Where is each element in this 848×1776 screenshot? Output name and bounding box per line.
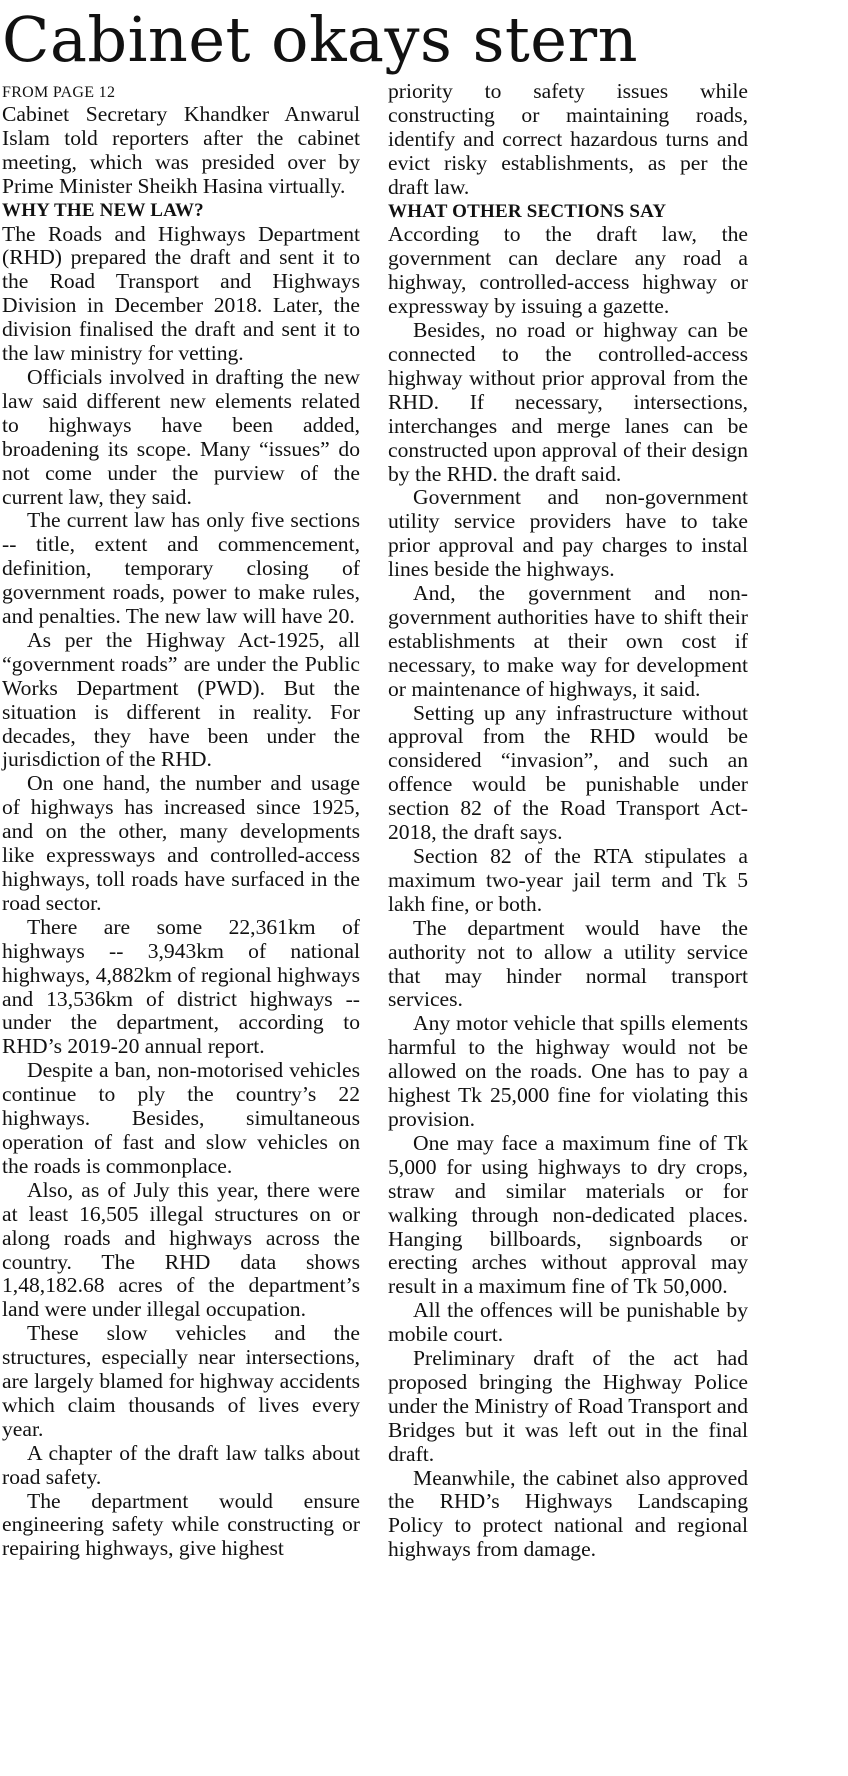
- article-paragraph: Also, as of July this year, there were at least 16,505 illegal structures on or along roads and highways across the country. The RHD data shows 1,48,182.68 acres of the department’s land were under illegal occupation.: [2, 1177, 360, 1322]
- article-paragraph: Despite a ban, non-motorised vehicles continue to ply the country’s 22 highways. Besides, simultaneous operation of fast and slow vehicles on the roads is commonplace.: [2, 1058, 360, 1178]
- article-column-left: [2, 82, 360, 1561]
- article-paragraph: And, the government and non-government authorities have to shift their establishments at their own cost if necessary, to make way for development or maintenance of highways, it said.: [388, 581, 748, 701]
- article-paragraph: Government and non-government utility service providers have to take prior approval and pay charges to instal lines beside the highways.: [388, 485, 748, 582]
- article-paragraph: There are some 22,361km of highways -- 3,943km of national highways, 4,882km of regional highways and 13,536km of district highways -- under the department, according to RHD’s 2019-20 annual report.: [2, 914, 360, 1059]
- article-paragraph: These slow vehicles and the structures, especially near intersections, are largely blamed for highway accidents which claim thousands of lives every year.: [2, 1321, 360, 1441]
- continuation-kicker: FROM PAGE 12: [2, 84, 116, 101]
- article-paragraph: Officials involved in drafting the new law said different new elements related to highways have been added, broadening its scope. Many “issues” do not come under the purview of the current law, they said.: [2, 364, 360, 509]
- article-paragraph: The department would have the authority not to allow a utility service that may hinder normal transport services.: [388, 915, 748, 1012]
- article-paragraph: Any motor vehicle that spills elements harmful to the highway would not be allowed on the roads. One has to pay a highest Tk 25,000 fine for violating this provision.: [388, 1011, 748, 1131]
- article-paragraph: One may face a maximum fine of Tk 5,000 for using highways to dry crops, straw and similar materials or for walking through non-dedicated places. Hanging billboards, signboards or erecting arches without approval may result in a maximum fine of Tk 50,000.: [388, 1130, 748, 1299]
- article-paragraph: The current law has only five sections -- title, extent and commencement, definition, temporary closing of government roads, power to make rules, and penalties. The new law will have 20.: [2, 508, 360, 629]
- section-subhead-other-sections: WHAT OTHER SECTIONS SAY: [388, 200, 667, 222]
- article-paragraph: All the offences will be punishable by mobile court.: [388, 1298, 748, 1347]
- headline: Cabinet okays stern: [2, 3, 639, 76]
- article-paragraph: Meanwhile, the cabinet also approved the RHD’s Highways Landscaping Policy to protect national and regional highways from damage.: [388, 1465, 748, 1562]
- article-paragraph: The department would ensure engineering safety while constructing or repairing highways, give highest: [2, 1488, 360, 1561]
- continued-paragraph: priority to safety issues while constructing or maintaining roads, identify and correct hazardous turns and evict risky establishments, as per the draft law.: [388, 79, 748, 199]
- section-subhead-why: WHY THE NEW LAW?: [2, 199, 204, 221]
- article-paragraph: Besides, no road or highway can be connected to the controlled-access highway without prior approval from the RHD. If necessary, intersections, interchanges and merge lanes can be constructed upon approval of their design by the RHD. the draft said.: [388, 318, 748, 486]
- article-paragraph: The Roads and Highways Department (RHD) prepared the draft and sent it to the Road Transport and Highways Division in December 2018. Later, the division finalised the draft and sent it to the law ministry for vetting.: [2, 221, 360, 366]
- article-paragraph: As per the Highway Act-1925, all “government roads” are under the Public Works Department (PWD). But the situation is different in reality. For decades, they have been under the jurisdiction of the RHD.: [2, 627, 360, 772]
- article-column-right: [388, 80, 748, 1562]
- lead-paragraph: Cabinet Secretary Khandker Anwarul Islam told reporters after the cabinet meeting, which was presided over by Prime Minister Sheikh Hasina virtually.: [2, 102, 360, 198]
- article-paragraph: A chapter of the draft law talks about road safety.: [2, 1440, 360, 1489]
- article-paragraph: Setting up any infrastructure without approval from the RHD would be considered “invasion”, and such an offence would be punishable under section 82 of the Road Transport Act-2018, the draft says.: [388, 700, 748, 845]
- article-paragraph: Section 82 of the RTA stipulates a maximum two-year jail term and Tk 5 lakh fine, or both.: [388, 844, 748, 916]
- article-paragraph: Preliminary draft of the act had proposed bringing the Highway Police under the Ministry of Road Transport and Bridges but it was left out in the final draft.: [388, 1346, 748, 1466]
- article-paragraph: According to the draft law, the government can declare any road a highway, controlled-access highway or expressway by issuing a gazette.: [388, 222, 748, 319]
- article-paragraph: On one hand, the number and usage of highways has increased since 1925, and on the other, many developments like expressways and controlled-access highways, toll roads have surfaced in the road sector.: [2, 771, 360, 915]
